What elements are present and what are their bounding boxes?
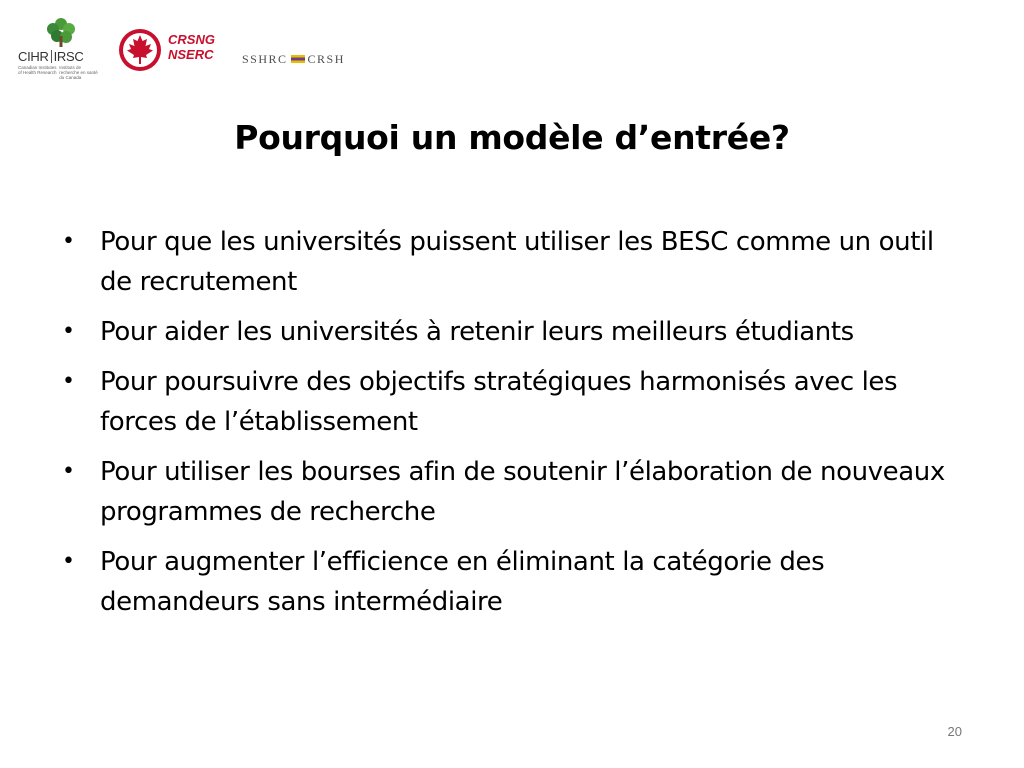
- cihr-acronym-fr: IRSC: [53, 49, 84, 64]
- bullet-text: Pour augmenter l’efficience en éliminant la catégorie des demandeurs sans intermédiaire: [100, 547, 825, 617]
- logo-separator: [51, 50, 52, 63]
- slide-title: Pourquoi un modèle d’entrée?: [234, 118, 790, 157]
- bullet-dot: •: [62, 459, 75, 484]
- bullet-dot: •: [62, 549, 75, 574]
- cihr-taglines: [18, 65, 104, 80]
- sshrc-acronym: SSHRC: [242, 52, 288, 66]
- nserc-line-2: NSERC: [168, 47, 214, 62]
- sshrc-logo: [242, 52, 345, 67]
- cihr-tagline-fr: Instituts de recherche en santé du Canada: [59, 65, 98, 80]
- cihr-logo: [18, 16, 104, 82]
- maple-leaf-icon: [118, 28, 162, 72]
- nserc-logo: [118, 28, 228, 76]
- logo-bar: [18, 14, 378, 84]
- page-number: 20: [947, 724, 962, 739]
- bullet-list: [62, 222, 962, 632]
- crsh-acronym: CRSH: [307, 52, 345, 66]
- nserc-line-1: CRSNG: [168, 32, 215, 47]
- bullet-item: [62, 312, 962, 352]
- bullet-text: Pour poursuivre des objectifs stratégiques harmonisés avec les forces de l’établissement: [100, 367, 898, 437]
- bullet-text: Pour utiliser les bourses afin de soutenir l’élaboration de nouveaux programmes de recherche: [100, 457, 945, 527]
- bullet-text: Pour aider les universités à retenir leurs meilleurs étudiants: [100, 317, 854, 347]
- bullet-dot: •: [62, 319, 75, 344]
- bullet-item: [62, 222, 962, 302]
- sshrc-flag-icon: [291, 55, 305, 63]
- bullet-dot: •: [62, 369, 75, 394]
- cihr-acronym-en: CIHR: [18, 49, 49, 64]
- cihr-tagline-en: Canadian Institutes of Health Research: [18, 65, 57, 75]
- bullet-item: [62, 452, 962, 532]
- bullet-item: [62, 542, 962, 622]
- bullet-dot: •: [62, 229, 75, 254]
- bullet-item: [62, 362, 962, 442]
- nserc-wordmark: [168, 32, 215, 62]
- bullet-text: Pour que les universités puissent utiliser les BESC comme un outil de recrutement: [100, 227, 934, 297]
- maple-tree-icon: [44, 16, 78, 48]
- cihr-acronyms: [18, 49, 83, 64]
